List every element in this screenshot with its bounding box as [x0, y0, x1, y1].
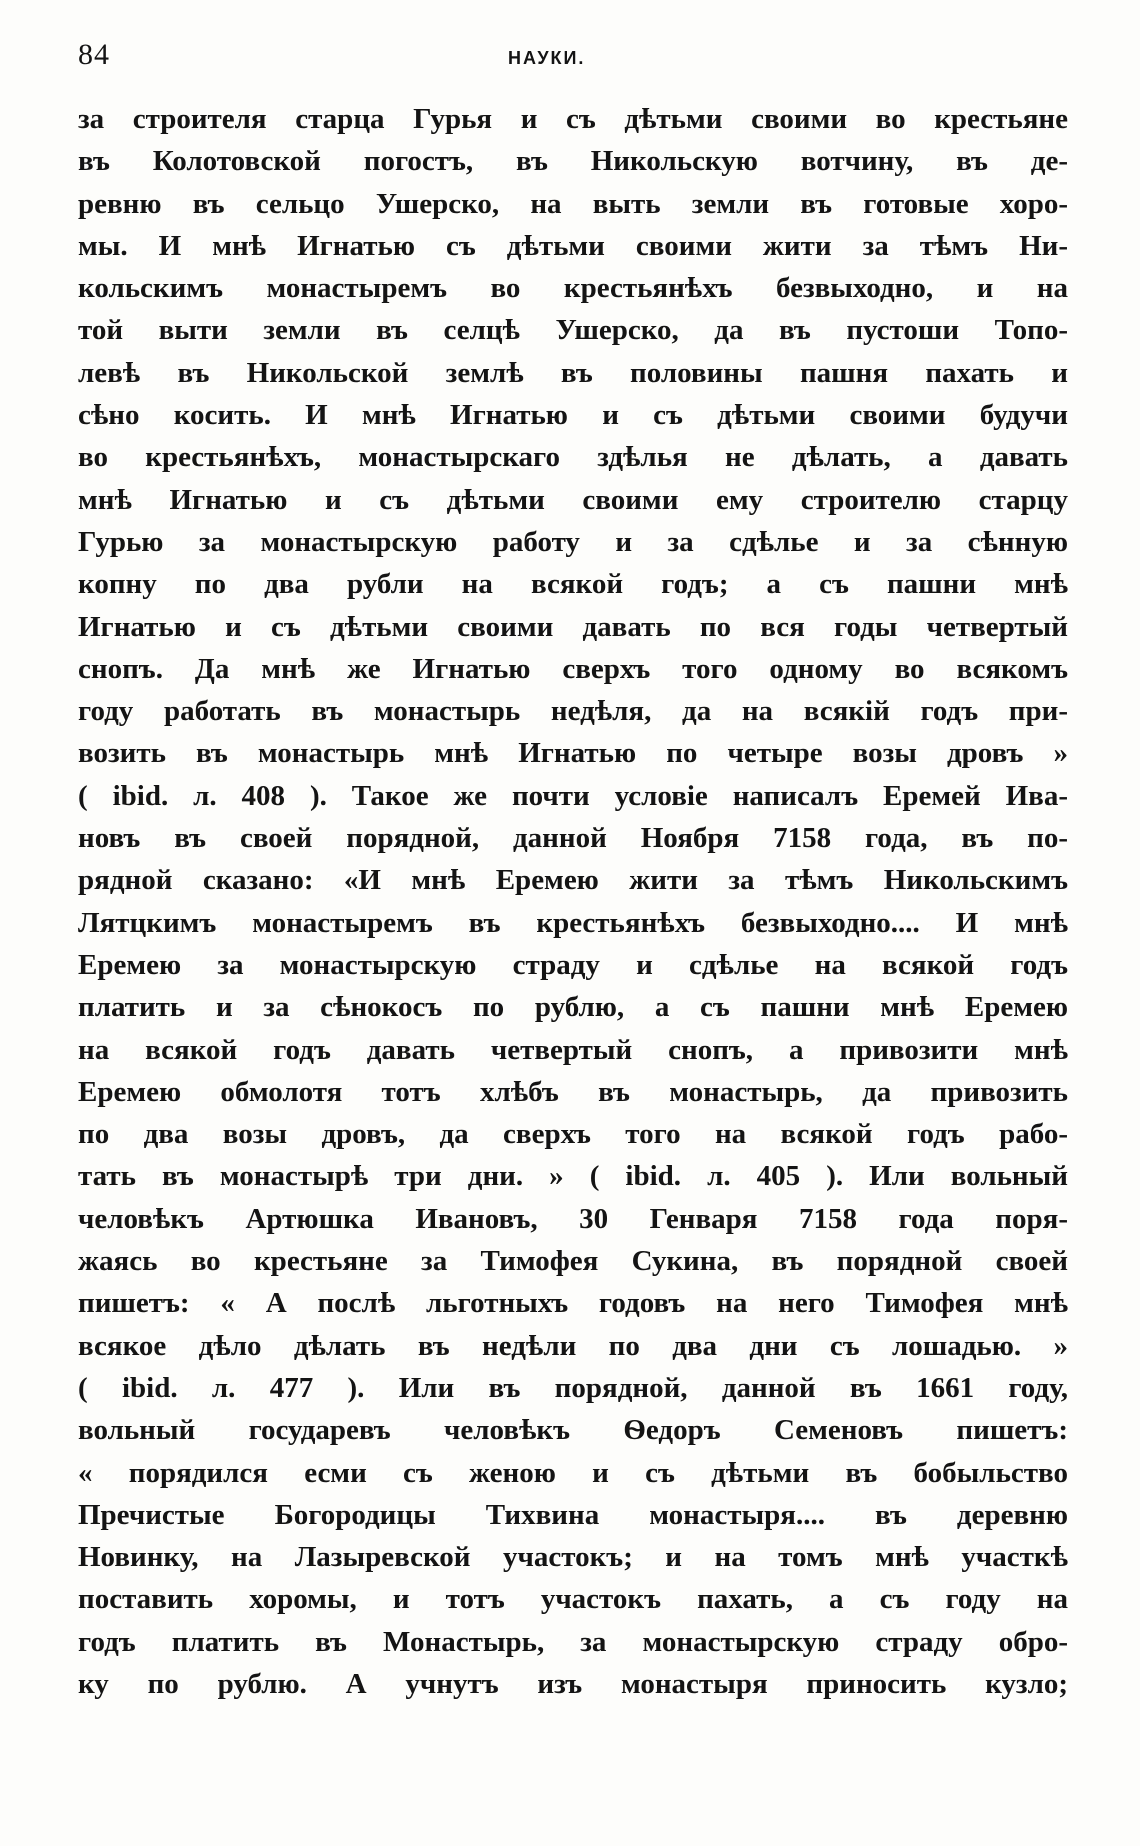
text-line: за строителя старца Гурья и съ дѣтьми своими во крестьяне: [78, 103, 1068, 135]
text-line: « порядился есми съ женою и съ дѣтьми въ бобыльство: [78, 1456, 1068, 1489]
text-line: Пречистые Богородицы Тихвина монастыря.... въ деревню: [78, 1498, 1068, 1531]
text-line: годъ платить въ Монастырь, за монастырскую страду обро-: [78, 1625, 1068, 1658]
page-header: [78, 38, 1068, 88]
text-line: сѣно косить. И мнѣ Игнатью и съ дѣтьми своими будучи: [78, 399, 1068, 432]
text-line: снопъ. Да мнѣ же Игнатью сверхъ того одному во всякомъ: [78, 652, 1068, 685]
text-line: копну по два рубли на всякой годъ; а съ пашни мнѣ: [78, 568, 1068, 601]
text-line: левѣ въ Никольской землѣ въ половины пашня пахать и: [78, 356, 1068, 389]
text-line: по два возы дровъ, да сверхъ того на всякой годъ рабо-: [78, 1118, 1068, 1151]
text-line: Лятцкимъ монастыремъ въ крестьянѣхъ безвыходно.... И мнѣ: [78, 906, 1068, 939]
text-line: Еремею обмолотя тотъ хлѣбъ въ монастырь, да привозить: [78, 1075, 1068, 1108]
text-line: возить въ монастырь мнѣ Игнатью по четыре возы дровъ »: [78, 737, 1068, 770]
text-line: поставить хоромы, и тотъ участокъ пахать, а съ году на: [78, 1583, 1068, 1616]
text-line: новъ въ своей порядной, данной Ноября 7158 года, въ по-: [78, 822, 1068, 855]
text-line: тать въ монастырѣ три дни. » ( ibid. л. 405 ). Или вольный: [78, 1160, 1068, 1193]
text-line: вольный государевъ человѣкъ Ѳедоръ Семеновъ пишетъ:: [78, 1414, 1068, 1447]
body-text: [78, 98, 1068, 1705]
text-line: во крестьянѣхъ, монастырскаго здѣлья не дѣлать, а давать: [78, 441, 1068, 474]
text-line: мы. И мнѣ Игнатью съ дѣтьми своими жити за тѣмъ Ни-: [78, 229, 1068, 262]
text-line: ( ibid. л. 408 ). Такое же почти условіе написалъ Еремей Ива-: [78, 779, 1068, 812]
text-line: мнѣ Игнатью и съ дѣтьми своими ему строителю старцу: [78, 483, 1068, 516]
text-line: человѣкъ Артюшка Ивановъ, 30 Генваря 7158 года поря-: [78, 1202, 1068, 1235]
text-line: Еремею за монастырскую страду и сдѣлье на всякой годъ: [78, 948, 1068, 981]
text-line: въ Колотовской погостъ, въ Никольскую вотчину, въ де-: [78, 145, 1068, 178]
text-line: пишетъ: « А послѣ льготныхъ годовъ на него Тимофея мнѣ: [78, 1287, 1068, 1320]
text-line: Новинку, на Лазыревской участокъ; и на томъ мнѣ участкѣ: [78, 1541, 1068, 1574]
text-line: жаясь во крестьяне за Тимофея Сукина, въ порядной своей: [78, 1245, 1068, 1278]
text-line: ( ibid. л. 477 ). Или въ порядной, данной въ 1661 году,: [78, 1371, 1068, 1404]
text-line: кольскимъ монастыремъ во крестьянѣхъ безвыходно, и на: [78, 272, 1068, 305]
text-line: платить и за сѣнокосъ по рублю, а съ пашни мнѣ Еремею: [78, 991, 1068, 1024]
text-line: рядной сказано: «И мнѣ Еремею жити за тѣмъ Никольскимъ: [78, 864, 1068, 897]
text-line: ку по рублю. А учнутъ изъ монастыря приносить кузло;: [78, 1667, 1068, 1700]
running-head: НАУКИ.: [508, 48, 586, 68]
text-line: ревню въ сельцо Ушерско, на выть земли въ готовые хоро-: [78, 187, 1068, 220]
text-line: на всякой годъ давать четвертый снопъ, а привозити мнѣ: [78, 1033, 1068, 1066]
text-line: Гурью за монастырскую работу и за сдѣлье и за сѣнную: [78, 525, 1068, 558]
text-line: той выти земли въ селцѣ Ушерско, да въ пустоши Топо-: [78, 314, 1068, 347]
text-line: Игнатью и съ дѣтьми своими давать по вся годы четвертый: [78, 610, 1068, 643]
text-line: всякое дѣло дѣлать въ недѣли по два дни съ лошадью. »: [78, 1329, 1068, 1362]
text-line: году работать въ монастырь недѣля, да на всякій годъ при-: [78, 695, 1068, 728]
page-number: 84: [78, 38, 110, 71]
